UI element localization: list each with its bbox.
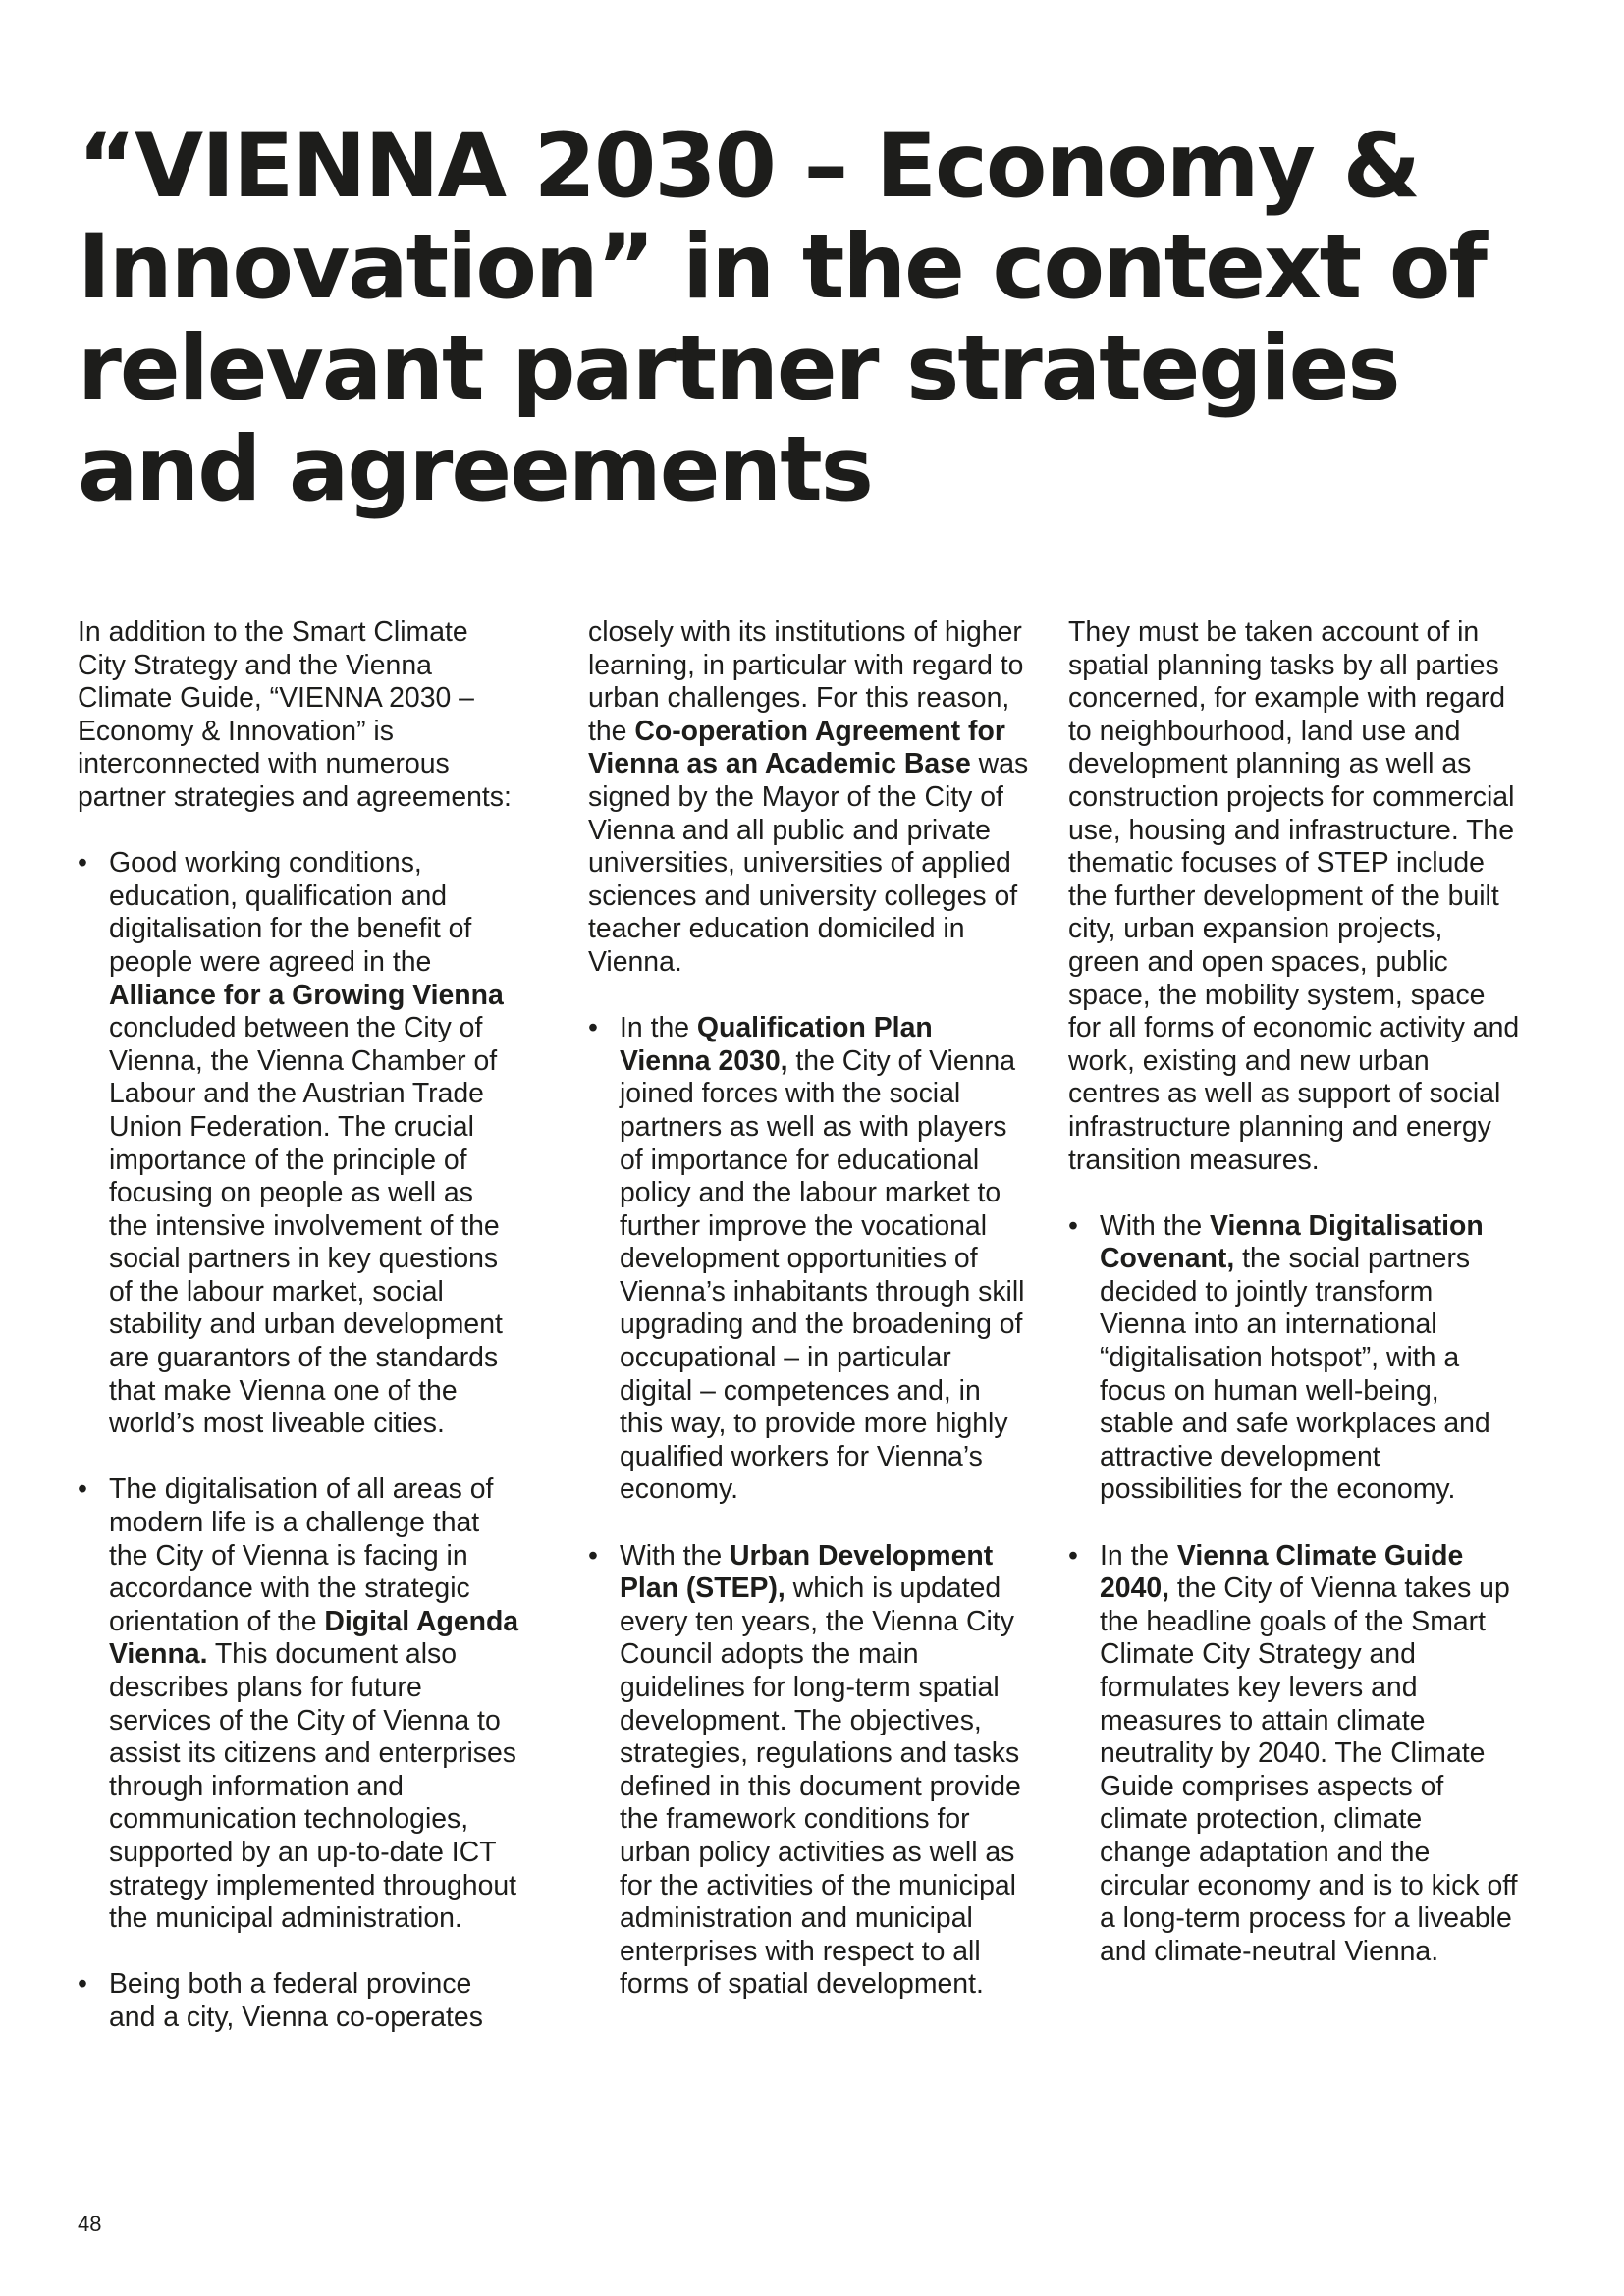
text-column-1 (78, 616, 519, 2035)
page-number: 48 (78, 2212, 102, 2236)
bullet-digital-agenda: • The digitalisation of all areas of modern life is a challenge that the City of Vienna is facing in accordance with the strategic orientation of the Digital Agenda Vienna. This document also describes plans for future services of the City of Vienna to assist its citizens and enterprises through information and communication technologies, supported by an up-to-date ICT strategy implemented throughout the municipal administration. (78, 1473, 519, 1935)
bullet-marker: • (1068, 1539, 1078, 1572)
bullet-academic-base: • Being both a federal province and a city, Vienna co-operates (78, 1968, 483, 2033)
bullet-qualification-plan: • In the Qualification Plan Vienna 2030, the City of Vienna joined forces with the social partners as well as with players of importance for educational policy and the labour market to further improve the vocational development opportunities of Vienna’s inhabitants through skill upgrading and the broadening of occupational – in particular digital – competences and, in this way, to provide more highly qualified workers for Vienna’s economy. (588, 1012, 1025, 1506)
bullet-marker: • (588, 1012, 598, 1044)
page-title: “VIENNA 2030 – Economy & Innovation” in the context of relevant partner strategies and agreements (78, 115, 1486, 521)
academic-base-continuation: closely with its institutions of higher learning, in particular with regard to urban challenges. For this reason, the Co-operation Agreement for Vienna as an Academic Base was signed by the Mayor of the City of Vienna and all public and private universities, universities of applied sciences and university colleges of teacher education domiciled in Vienna. (588, 616, 1029, 978)
bullet-alliance-growing-vienna: • Good working conditions, education, qualification and digitalisation for the benefit of people were agreed in the Alliance for a Growing Vienna concluded between the City of Vienna, the Vienna Chamber of Labour and the Austrian Trade Union Federation. The crucial importance of the principle of focusing on people as well as the intensive involvement of the social partners in key questions of the labour market, social stability and urban development are guarantors of the standards that make Vienna one of the world’s most liveable cities. (78, 847, 504, 1440)
bullet-marker: • (78, 1968, 87, 2001)
bullet-climate-guide: • In the Vienna Climate Guide 2040, the City of Vienna takes up the headline goals of the Smart Climate City Strategy and formulates key levers and measures to attain climate neutrality by 2040. The Climate Guide comprises aspects of climate protection, climate change adaptation and the circular economy and is to kick off a long-term process for a liveable and climate-neutral Vienna. (1068, 1539, 1518, 1967)
text-column-3 (1068, 616, 1520, 1968)
bullet-marker: • (1068, 1209, 1078, 1242)
bullet-marker: • (78, 1473, 87, 1506)
bullet-urban-development-plan: • With the Urban Development Plan (STEP), which is updated every ten years, the Vienna City Council adopts the main guidelines for long-term spatial development. The objectives, strategies, regulations and tasks defined in this document provide the framework conditions for urban policy activities as well as for the activities of the municipal administration and municipal enterprises with respect to all forms of spatial development. (588, 1539, 1021, 2001)
bullet-marker: • (588, 1539, 598, 1572)
step-continuation: They must be taken account of in spatial planning tasks by all parties concerned, for example with regard to neighbourhood, land use and development planning as well as construction projects for commercial use, housing and infrastructure. The thematic focuses of STEP include the further development of the built city, urban expansion projects, green and open spaces, public space, the mobility system, space for all forms of economic activity and work, existing and new urban centres as well as support of social infrastructure planning and energy transition measures. (1068, 616, 1520, 1176)
text-column-2 (588, 616, 1030, 2002)
bullet-marker: • (78, 847, 87, 880)
intro-paragraph: In addition to the Smart Climate City Strategy and the Vienna Climate Guide, “VIENNA 2030 – Economy & Innovation” is interconnected with numerous partner strategies and agreements: (78, 616, 512, 813)
bullet-digitalisation-covenant: • With the Vienna Digitalisation Covenant, the social partners decided to jointly transform Vienna into an international “digitalisation hotspot”, with a focus on human well-being, stable and safe workplaces and attractive development possibilities for the economy. (1068, 1209, 1490, 1506)
